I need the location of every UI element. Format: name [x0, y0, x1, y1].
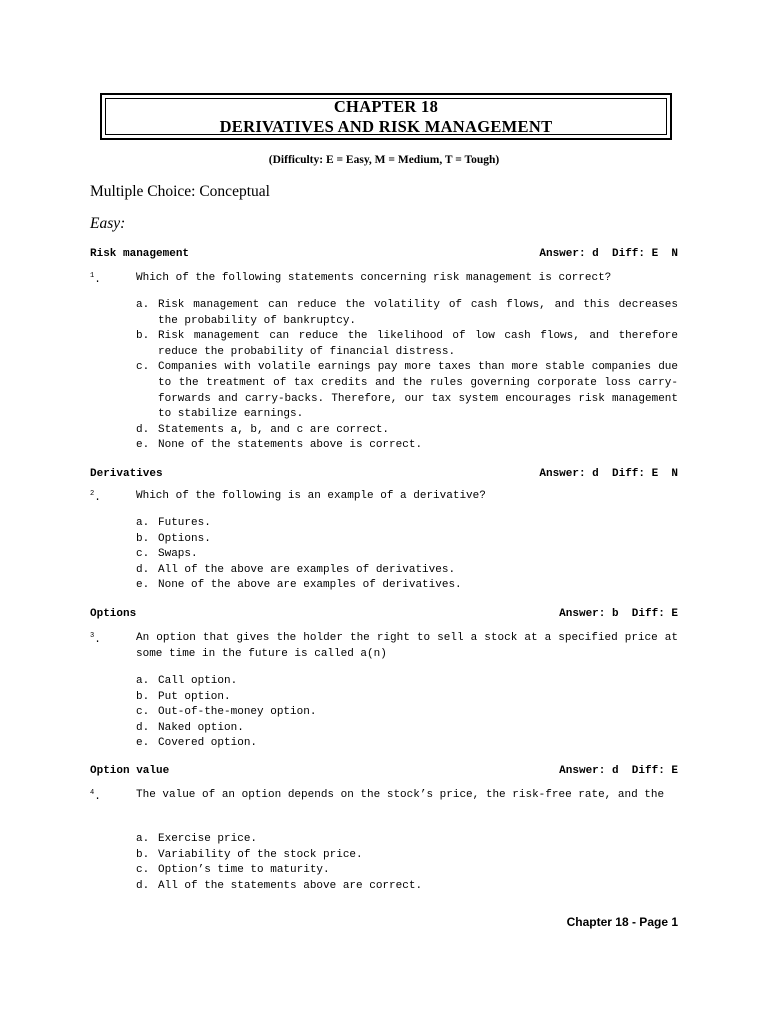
choice-list	[136, 516, 678, 594]
choice-text: Risk management can reduce the likelihood of low cash flows, and therefore reduce the probability of financial distress.	[158, 330, 678, 358]
choice-item	[136, 690, 678, 706]
choice-list	[136, 298, 678, 454]
question-number: $^2$.	[90, 490, 101, 504]
choice-label: c.	[136, 361, 150, 374]
choice-item	[136, 721, 678, 737]
question-text: The value of an option depends on the stock’s price, the risk-free rate, and the	[136, 789, 665, 801]
choice-text: Put option.	[158, 690, 231, 703]
choice-label: a.	[136, 517, 150, 529]
choice-item	[136, 516, 678, 532]
chapter-number: CHAPTER 18	[333, 97, 439, 116]
choice-item	[136, 848, 678, 864]
choice-text: Swaps.	[158, 548, 198, 561]
choice-text: Naked option.	[158, 721, 244, 734]
chapter-title: DERIVATIVES AND RISK MANAGEMENT	[219, 117, 553, 136]
choice-text: None of the statements above is correct.	[158, 439, 423, 452]
choice-label: e.	[136, 579, 150, 592]
choice-item	[136, 547, 678, 563]
page-footer: Chapter 18 - Page 1	[566, 915, 678, 929]
choice-text: Statements a, b, and c are correct.	[158, 423, 390, 436]
choice-item	[136, 863, 678, 879]
choice-item	[136, 736, 678, 752]
choice-label: d.	[136, 721, 150, 734]
choice-item	[136, 423, 678, 439]
choice-item	[136, 298, 678, 329]
choice-item	[136, 532, 678, 548]
choice-item	[136, 705, 678, 721]
question-answer: Answer: b Diff: E	[559, 608, 678, 620]
question-answer: Answer: d Diff: E N	[539, 248, 678, 260]
choice-text: Call option.	[158, 675, 238, 687]
question-topic: Option value	[90, 765, 170, 777]
choice-label: c.	[136, 706, 150, 719]
choice-label: b.	[136, 690, 150, 703]
choice-label: d.	[136, 879, 150, 892]
choice-label: c.	[136, 548, 150, 561]
choice-text: Variability of the stock price.	[158, 848, 363, 861]
choice-text: Risk management can reduce the volatility of cash flows, and this decreases the probability of bankruptcy.	[158, 299, 678, 327]
question-answer: Answer: d Diff: E N	[539, 468, 678, 480]
choice-list	[136, 832, 678, 894]
choice-text: Companies with volatile earnings pay more taxes than more stable companies due to the treatment of tax credits and the rules governing corporate loss carry-forwards and carry-backs. Therefore, our tax system encourages risk management to stabilize earnings.	[158, 361, 678, 421]
question-topic: Derivatives	[90, 468, 163, 480]
choice-text: Option’s time to maturity.	[158, 864, 330, 877]
choice-label: e.	[136, 737, 150, 750]
choice-text: Out-of-the-money option.	[158, 706, 317, 719]
choice-text: Options.	[158, 532, 211, 545]
choice-text: Covered option.	[158, 737, 258, 750]
question-number: $^3$.	[90, 632, 101, 646]
choice-label: a.	[136, 299, 150, 311]
choice-item	[136, 563, 678, 579]
question-topic: Risk management	[90, 248, 190, 260]
choice-item	[136, 879, 678, 895]
question-text: An option that gives the holder the right to sell a stock at a specified price at some time in the future is called a(n)	[136, 632, 678, 660]
question-text: Which of the following is an example of a derivative?	[136, 490, 486, 502]
question-topic: Options	[90, 608, 137, 620]
difficulty-legend: (Difficulty: E = Easy, M = Medium, T = Tough)	[268, 154, 500, 166]
choice-item	[136, 438, 678, 454]
choice-item	[136, 329, 678, 360]
choice-label: a.	[136, 833, 150, 845]
question-text: Which of the following statements concerning risk management is correct?	[136, 272, 612, 284]
choice-label: a.	[136, 675, 150, 687]
choice-text: Futures.	[158, 517, 211, 529]
chapter-title-box	[100, 93, 672, 140]
choice-label: c.	[136, 864, 150, 877]
choice-text: Exercise price.	[158, 833, 258, 845]
section-title: Multiple Choice: Conceptual	[90, 183, 270, 200]
choice-item	[136, 674, 678, 690]
choice-text: All of the above are examples of derivatives.	[158, 563, 456, 576]
choice-label: b.	[136, 848, 150, 861]
question-number: $^4$.	[90, 789, 101, 803]
choice-item	[136, 578, 678, 594]
choice-text: All of the statements above are correct.	[158, 879, 423, 892]
choice-label: d.	[136, 563, 150, 576]
choice-list	[136, 674, 678, 752]
choice-item	[136, 832, 678, 848]
question-answer: Answer: d Diff: E	[559, 765, 678, 777]
choice-label: b.	[136, 330, 150, 343]
choice-label: b.	[136, 532, 150, 545]
choice-label: e.	[136, 439, 150, 452]
question-number: $^1$.	[90, 272, 101, 286]
choice-text: None of the above are examples of derivatives.	[158, 579, 462, 592]
choice-item	[136, 360, 678, 422]
choice-label: d.	[136, 423, 150, 436]
difficulty-level: Easy:	[90, 215, 126, 232]
